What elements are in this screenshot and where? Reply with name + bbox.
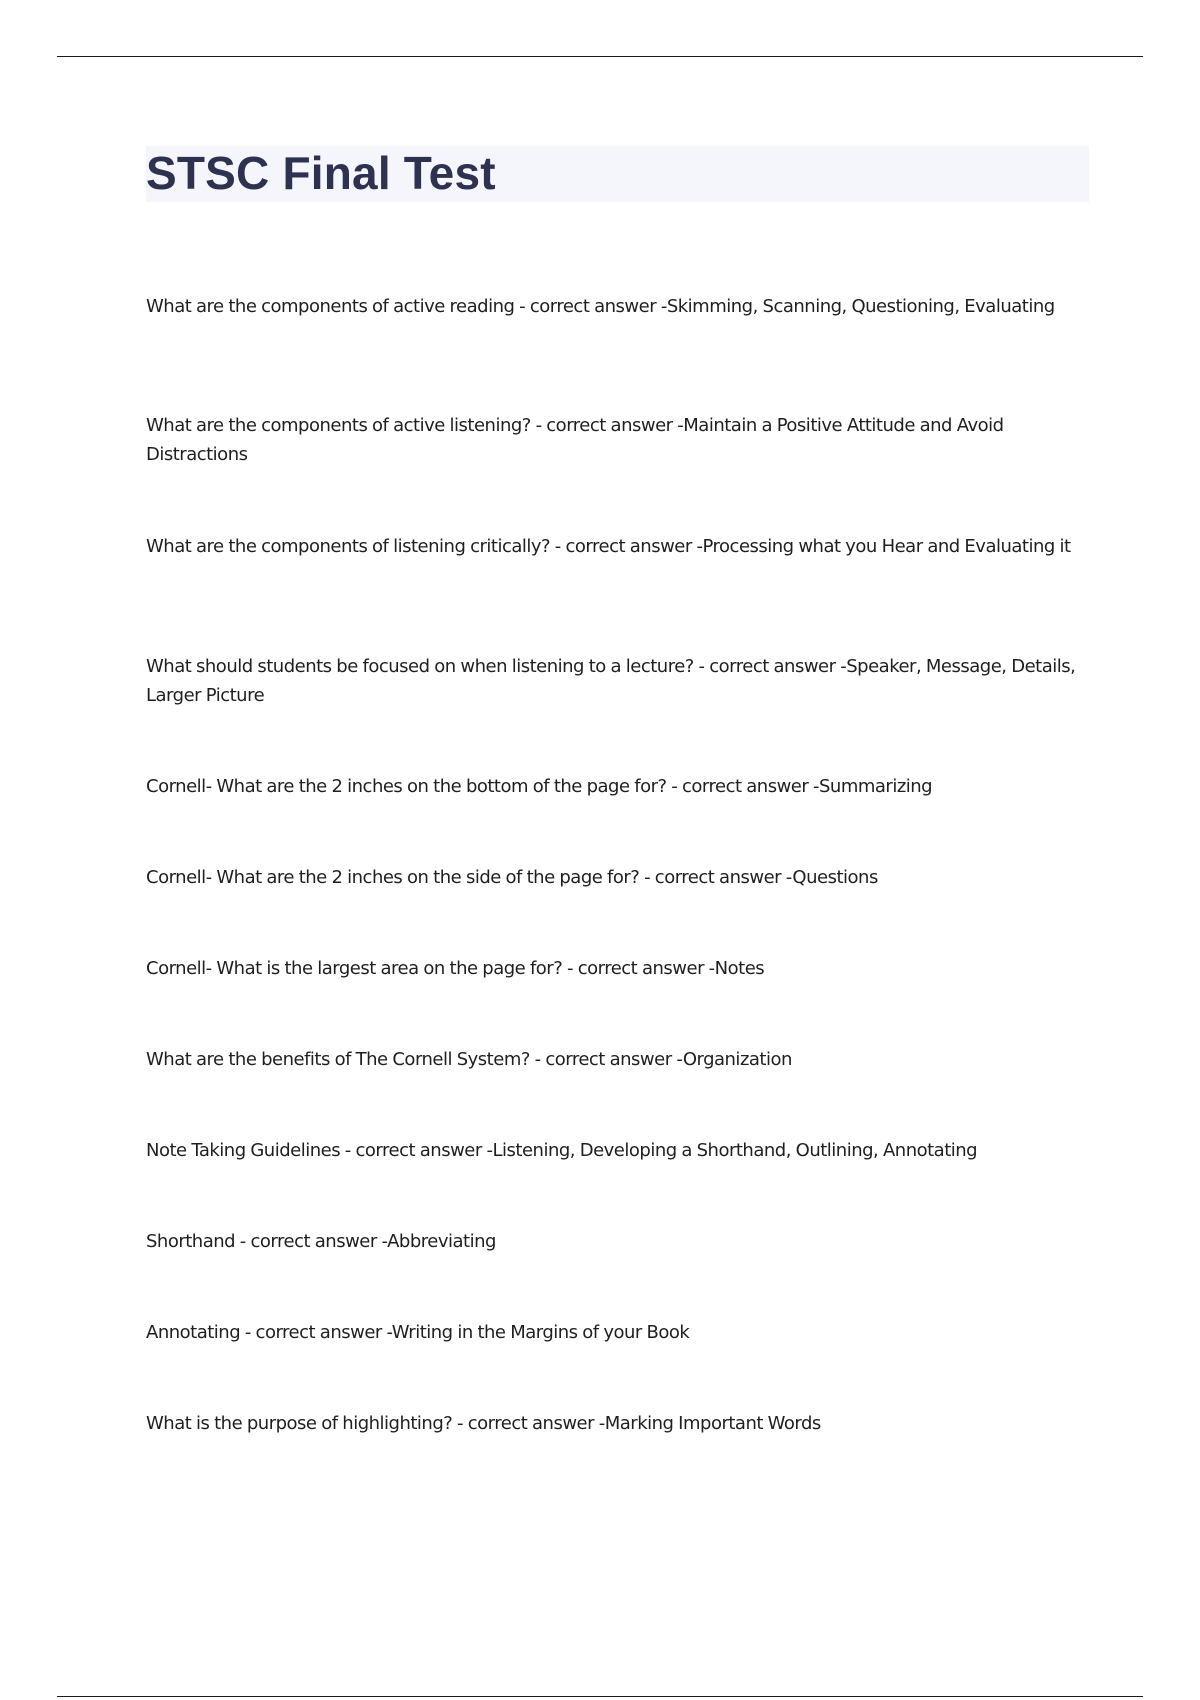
qa-item: Cornell- What is the largest area on the page for? - correct answer -Notes: [146, 958, 765, 979]
qa-item: Shorthand - correct answer -Abbreviating: [146, 1231, 496, 1252]
qa-item: Annotating - correct answer -Writing in the Margins of your Book: [146, 1322, 690, 1343]
qa-item: What are the components of active listening? - correct answer -Maintain a Positive Attitude and Avoid Distractions: [146, 415, 1004, 465]
page-title: STSC Final Test: [146, 147, 496, 199]
qa-item: What should students be focused on when listening to a lecture? - correct answer -Speaker, Message, Details, Larger Picture: [146, 656, 1076, 706]
top-rule: [57, 56, 1143, 57]
qa-item: Note Taking Guidelines - correct answer -Listening, Developing a Shorthand, Outlining, Annotating: [146, 1140, 978, 1161]
qa-item: What is the purpose of highlighting? - correct answer -Marking Important Words: [146, 1413, 821, 1434]
qa-item: What are the components of active reading - correct answer -Skimming, Scanning, Questioning, Evaluating: [146, 296, 1055, 317]
qa-item: What are the components of listening critically? - correct answer -Processing what you Hear and Evaluating it: [146, 536, 1071, 557]
qa-item: Cornell- What are the 2 inches on the side of the page for? - correct answer -Questions: [146, 867, 878, 888]
bottom-rule: [57, 1696, 1143, 1697]
qa-item: Cornell- What are the 2 inches on the bottom of the page for? - correct answer -Summarizing: [146, 776, 933, 797]
qa-item: What are the benefits of The Cornell System? - correct answer -Organization: [146, 1049, 792, 1070]
